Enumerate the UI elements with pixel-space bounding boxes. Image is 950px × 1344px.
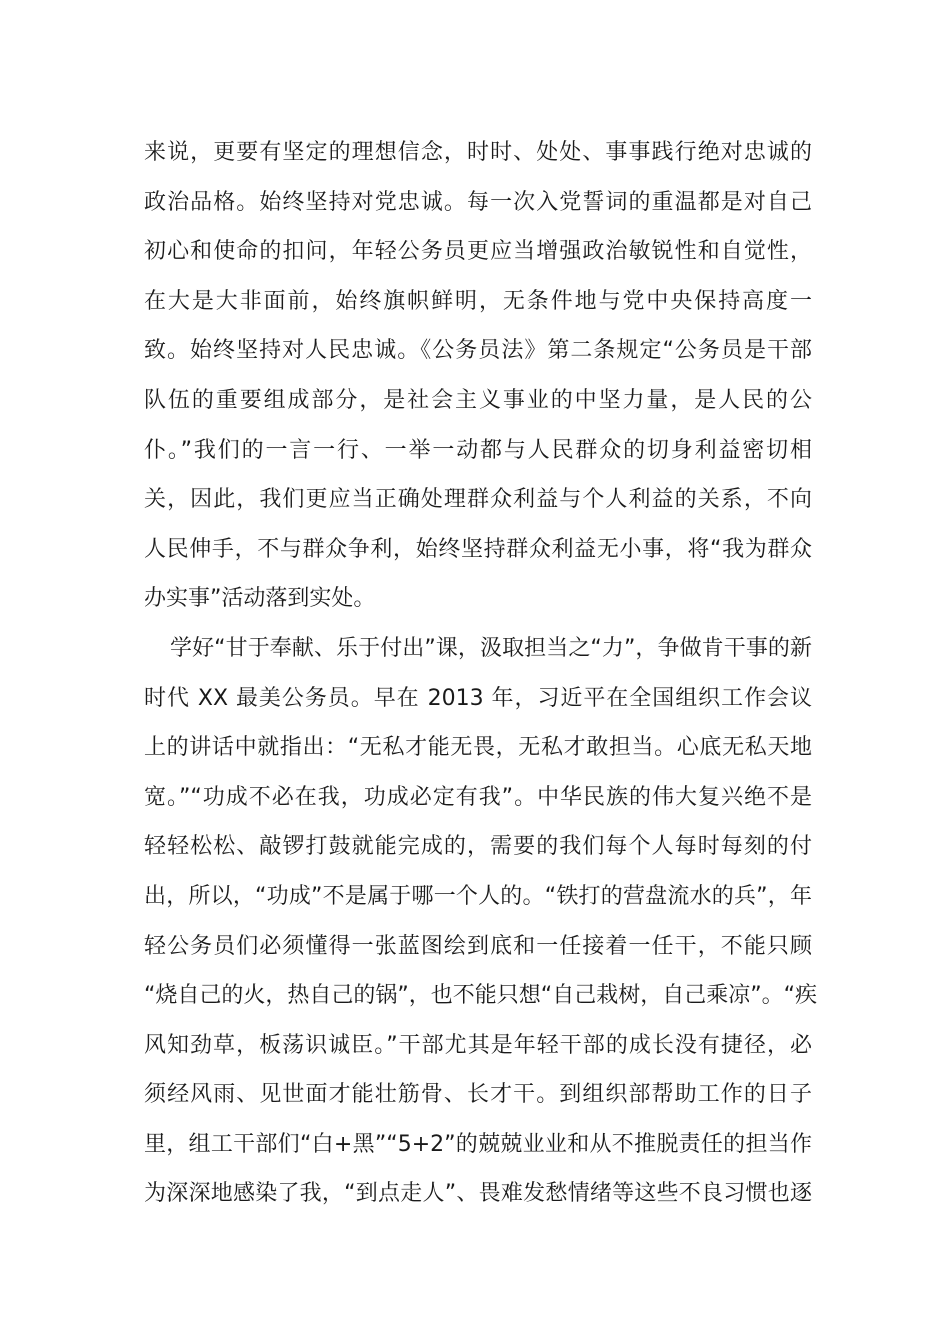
text-line: 时代 XX 最美公务员。早在 2013 年，习近平在全国组织工作会议	[144, 685, 812, 711]
text-line: 队伍的重要组成部分，是社会主义事业的中坚力量，是人民的公	[144, 387, 812, 413]
text-line: 上的讲话中就指出：“无私才能无畏，无私才敢担当。心底无私天地	[144, 735, 812, 761]
text-line: 宽。”“功成不必在我，功成必定有我”。中华民族的伟大复兴绝不是	[144, 784, 812, 810]
text-line: “烧自己的火，热自己的锅”，也不能只想“自己栽树，自己乘凉”。“疾	[144, 983, 817, 1009]
text-line: 轻轻松松、敲锣打鼓就能完成的，需要的我们每个人每时每刻的付	[144, 834, 812, 860]
text-line: 关，因此，我们更应当正确处理群众利益与个人利益的关系，不向	[144, 487, 812, 513]
body-text	[144, 128, 817, 1219]
text-line: 出，所以，“功成”不是属于哪一个人的。“铁打的营盘流水的兵”，年	[144, 883, 812, 909]
text-line: 初心和使命的扣问，年轻公务员更应当增强政治敏锐性和自觉性，	[144, 239, 812, 265]
text-line: 仆。”我们的一言一行、一举一动都与人民群众的切身利益密切相	[144, 437, 812, 463]
text-line: 风知劲草，板荡识诚臣。”干部尤其是年轻干部的成长没有捷径，必	[144, 1032, 812, 1058]
text-line: 致。始终坚持对人民忠诚。《公务员法》第二条规定“公务员是干部	[144, 338, 812, 364]
text-line: 为深深地感染了我，“到点走人”、畏难发愁情绪等这些不良习惯也逐	[144, 1181, 812, 1207]
text-line: 轻公务员们必须懂得一张蓝图绘到底和一任接着一任干，不能只顾	[144, 933, 812, 959]
paragraph-2	[144, 624, 817, 1219]
text-line: 政治品格。始终坚持对党忠诚。每一次入党誓词的重温都是对自己	[144, 189, 812, 215]
paragraph-1	[144, 128, 812, 624]
text-line: 学好“甘于奉献、乐于付出”课，汲取担当之“力”，争做肯干事的新	[170, 635, 812, 661]
text-line: 人民伸手，不与群众争利，始终坚持群众利益无小事，将“我为群众	[144, 536, 812, 562]
text-line: 在大是大非面前，始终旗帜鲜明，无条件地与党中央保持高度一	[144, 288, 812, 314]
text-line: 须经风雨、见世面才能壮筋骨、长才干。到组织部帮助工作的日子	[144, 1082, 812, 1108]
text-line: 办实事”活动落到实处。	[144, 586, 376, 612]
text-line: 里，组工干部们“白+黑”“5+2”的兢兢业业和从不推脱责任的担当作	[144, 1131, 812, 1157]
text-line: 来说，更要有坚定的理想信念，时时、处处、事事践行绝对忠诚的	[144, 140, 812, 165]
